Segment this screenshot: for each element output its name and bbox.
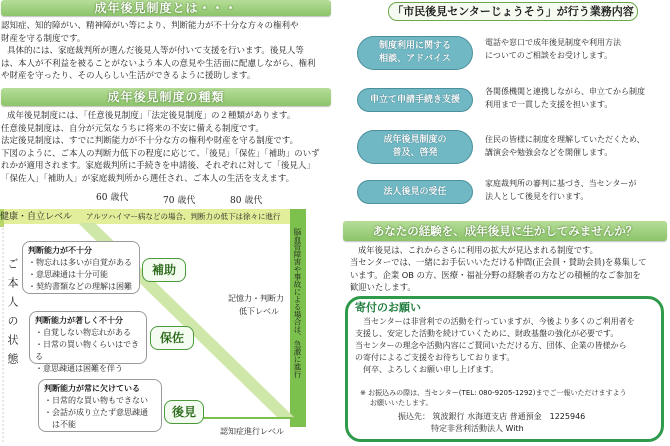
services-header: 「市民後見センターじょうそう」が行う業務内容 bbox=[388, 2, 638, 21]
donation-title: 寄付のお願い bbox=[355, 301, 421, 314]
memory-label-2: 低下レベル bbox=[239, 307, 279, 316]
donation-note: ※ お振込みの際は、当センター(TEL: 080-9205-1292)までご一報いただけますよう お願いいたします。 bbox=[360, 389, 627, 407]
service-consultation-desc: 電話や窓口で成年後見制度や利用方法 についてのご相談をお受けします。 bbox=[485, 38, 621, 60]
age-70: 70 歳代 bbox=[163, 196, 196, 206]
age-80: 80 歳代 bbox=[230, 196, 263, 206]
service-awareness: 成年後見制度の 普及、啓発 bbox=[357, 130, 473, 164]
type-hojo: 補助 bbox=[142, 258, 186, 282]
level-kouken-box: 判断能力が常に欠けている ・日常的な買い物もできない ・会話が成り立たず意思疎通 は不能 bbox=[38, 379, 162, 432]
service-guardianship: 法人後見の受任 bbox=[357, 180, 473, 204]
service-application: 申立て申請手続き支援 bbox=[357, 88, 473, 112]
service-consultation: 制度利用に関する 相談、アドバイス bbox=[357, 36, 473, 70]
type-hosa: 保佐 bbox=[150, 326, 194, 350]
donation-account bbox=[398, 411, 585, 422]
types-title-bar bbox=[1, 88, 331, 106]
account-holder: 特定非営利活動法人 With bbox=[431, 424, 524, 433]
types-title: 成年後見制度の種類 bbox=[107, 90, 225, 104]
level-hosa-box: 判断能力が著しく不十分 ・自覚しない物忘れがある ・日常の買い物くらいはできる ・意思疎通は困難を伴う bbox=[29, 311, 147, 364]
dementia-label: 認知症進行レベル bbox=[220, 427, 284, 436]
types-text: 成年後見制度には、「任意後見制度」「法定後見制度」の２種類があります。 任意後見制度は、自分が元気なうちに将来の不安に備える制度です。 法定後見制度は、すでに判断能力が不十分な方の権利や財産を守る制度です。 下図のように、ご本人の判断力低下の程度に応じて、「後見」「保佐」「補助」のいず れかが適用されます。家庭裁判所に手続きを申請後、それぞれに対して「後見人」 「保佐人」「補助人」が家庭裁判所から選任され、ご本人の生活を支えます。 bbox=[1, 111, 320, 184]
intro-text: 認知症、知的障がい、精神障がい等により、判断能力が不十分な方々の権利や 財産を守る制度です。 具体的には、家庭裁判所が選んだ後見人等が付いて支援を行います。後見人等 は、本人が不利益を被ることがないよう本人の意見や生活面に配慮しながら、権利 や財産を守ったり、その人らしい生活ができるように援助します。 bbox=[1, 21, 316, 82]
experience-text: 成年後見は、これからさらに利用の拡大が見込まれる制度です。 当センターでは、一緒にお手伝いいただける仲間(正会員・賛助会員)を募集して います。企業 OB の方、医療・福祉分野の経験者の方などの積極的なご参加を 歓迎いたします。 bbox=[350, 245, 647, 292]
experience-title-bar bbox=[343, 221, 667, 241]
healthy-label: 健康・自立レベル bbox=[0, 212, 73, 222]
service-guardianship-desc: 家庭裁判所の審判に基づき、当センターが 法人として後見を行います。 bbox=[485, 179, 637, 201]
vertical-caption: 脳血管障害や事故による場合は、急激に進行 bbox=[293, 228, 302, 378]
service-awareness-desc: 住民の皆様に制度を理解していただくため、 講演会や勉強会などを開催します。 bbox=[485, 135, 645, 157]
account-bank: 筑波銀行 水海道支店 普通預金 1225946 bbox=[432, 412, 586, 421]
memory-label-1: 記憶力・判断力 bbox=[228, 294, 284, 303]
age-60: 60 歳代 bbox=[96, 193, 129, 203]
side-label: ご本人の状態 bbox=[6, 258, 19, 372]
experience-title: あなたの経験を、成年後見に生かしてみませんか？ bbox=[372, 224, 638, 238]
donation-text: 当センターは非営利での活動を行っていますが、今後より多くのご利用者を 支援し、安定した活動を続けていくために、財政基盤の強化が必要です。 当センターの理念や活動内容にご賛同いただける方、団体、企業の皆様から の寄付によるご支援をお待ちしております。 何卒、よろしくお願い申し上げます。 bbox=[355, 317, 635, 374]
account-label: 振込先： bbox=[398, 412, 430, 421]
level-hojo-box: 判断能力が不十分 ・物忘れは多いが自覚がある ・意思疎通は十分可能 ・契約書類などの理解は困難 bbox=[22, 241, 140, 294]
section-title-bar: 成年後見制度とは・・・ bbox=[1, 0, 331, 16]
type-kouken: 後見 bbox=[164, 400, 204, 424]
service-application-desc: 各関係機関と連携しながら、申立てから制度 利用まで一貫した支援を担います。 bbox=[485, 87, 645, 109]
decline-caption: アルツハイマー病などの場合、判断力の低下は徐々に進行 bbox=[86, 212, 281, 221]
